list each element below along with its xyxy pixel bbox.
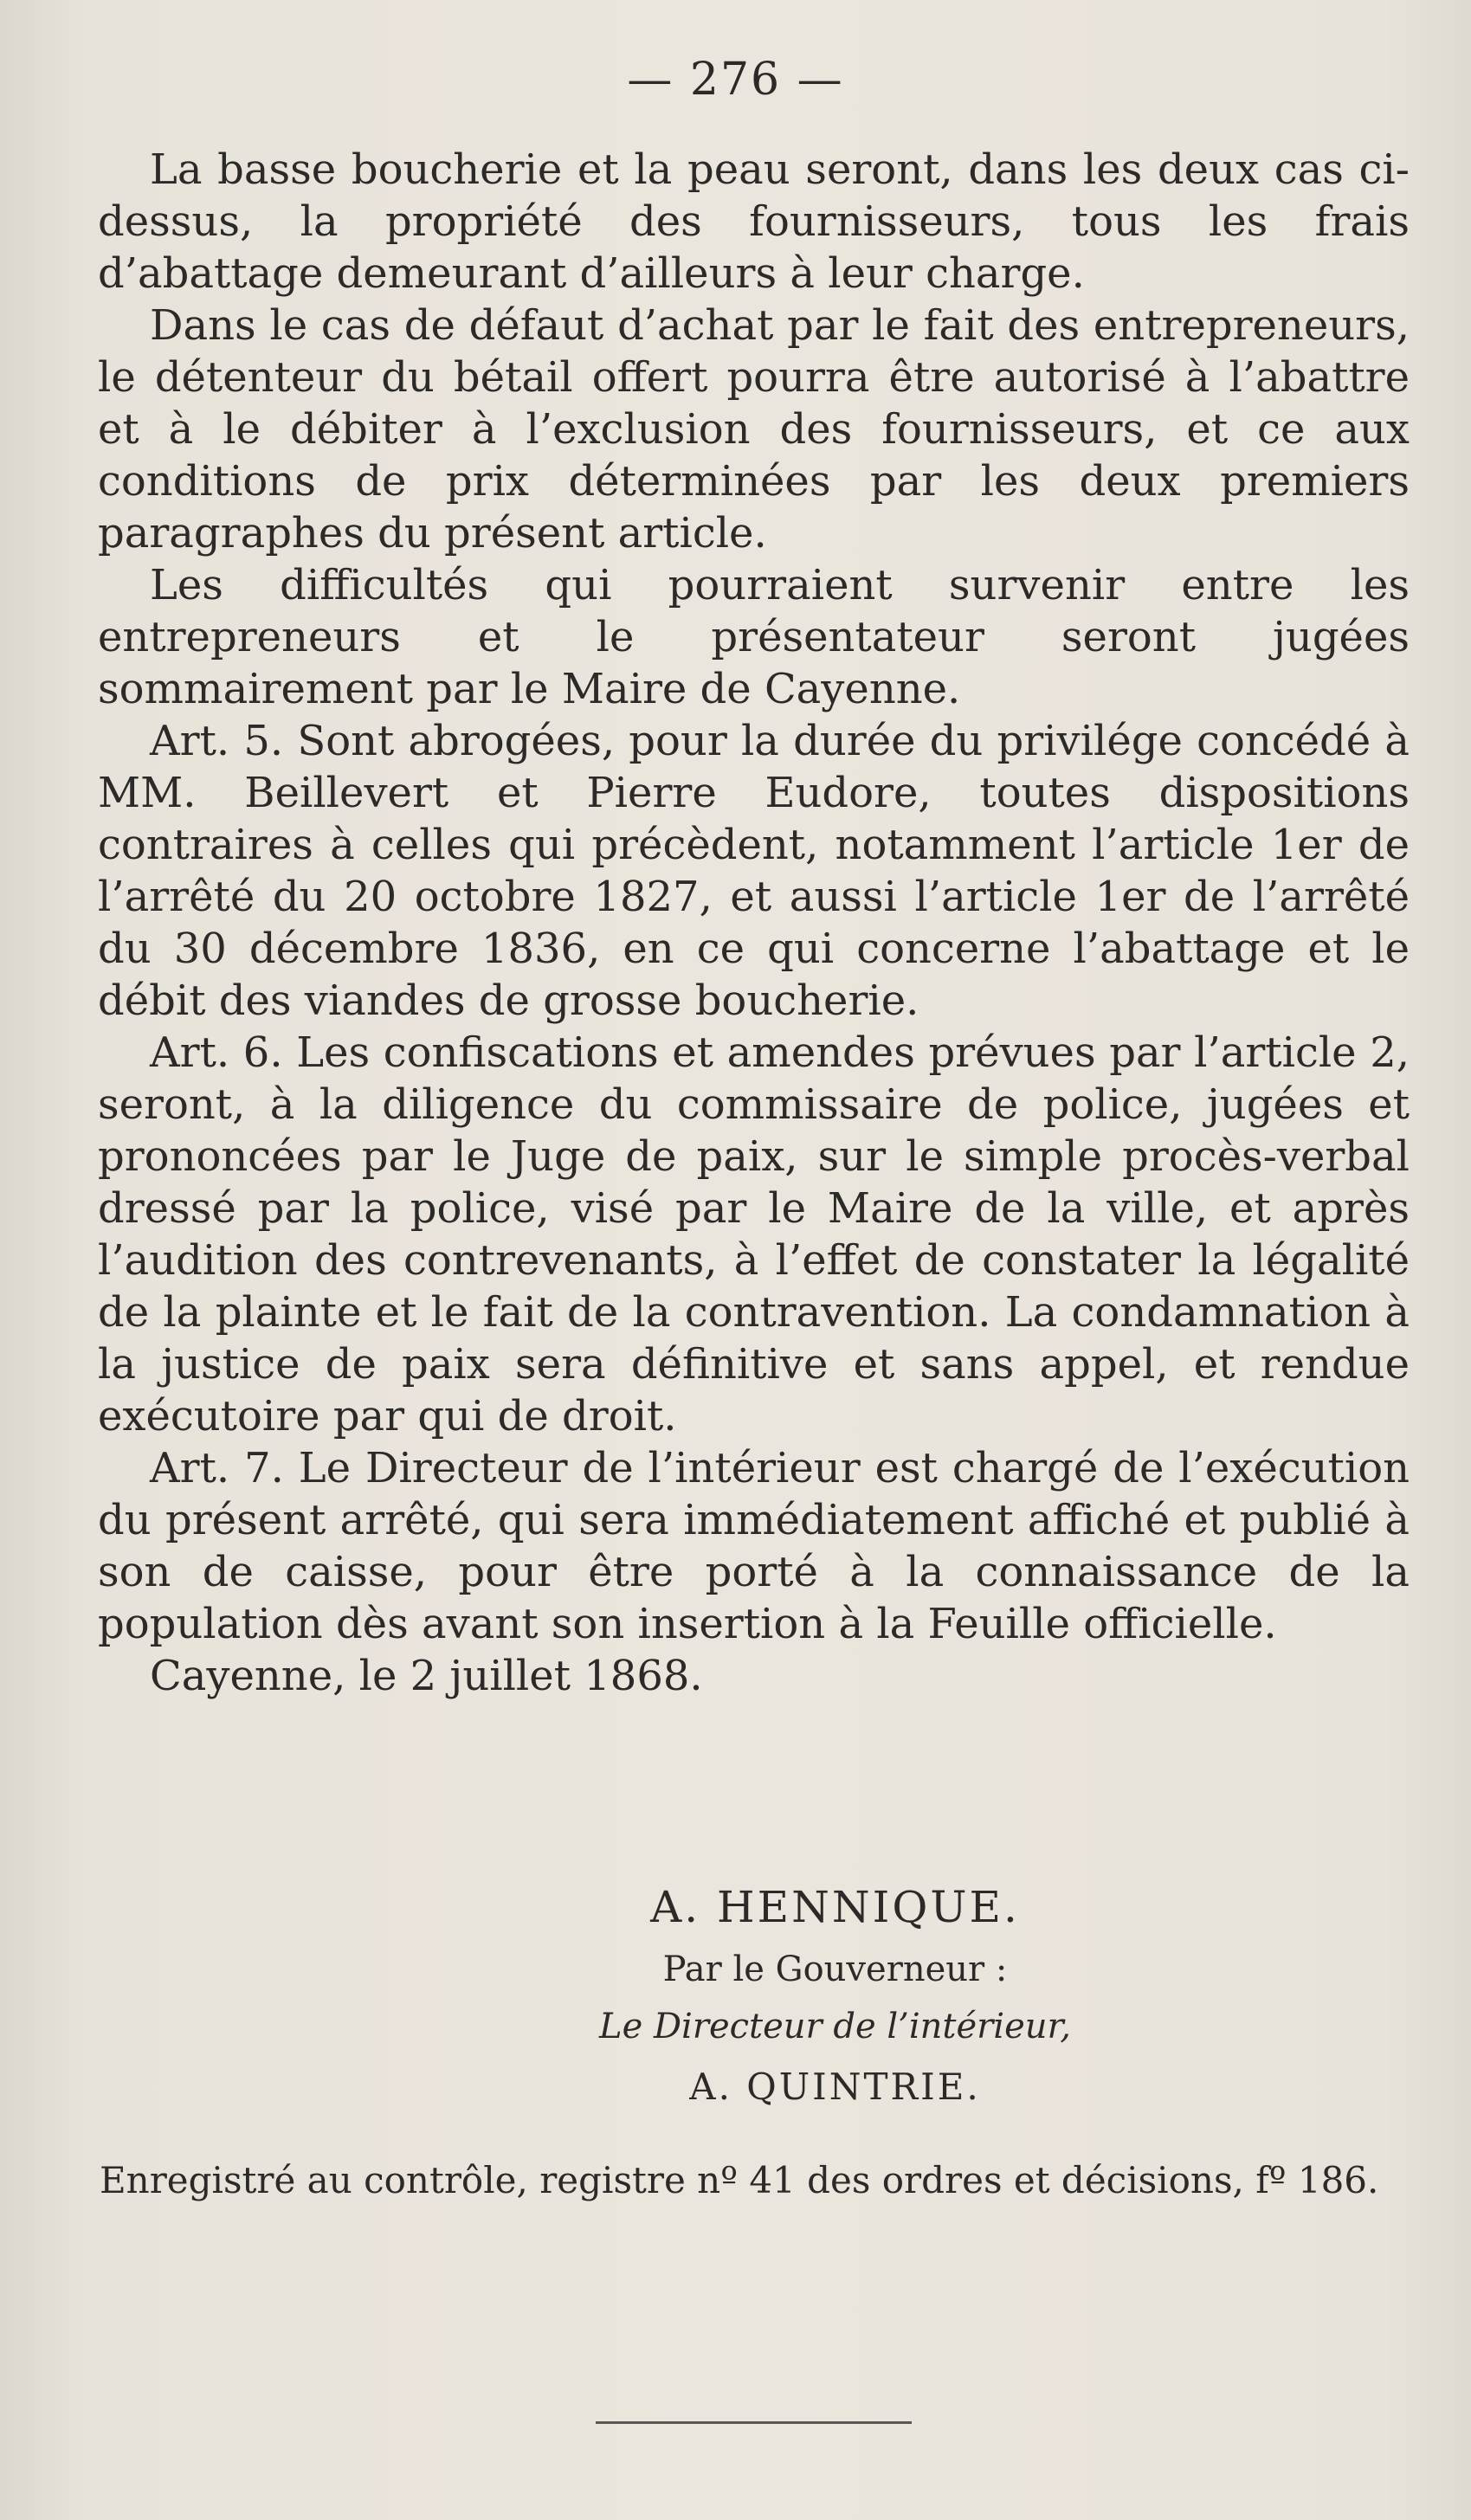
registration-note: Enregistré au contrôle, registre nº 41 des ordres et décisions, fº 186. (100, 2159, 1379, 2201)
by-governor-line: Par le Gouverneur : (662, 1950, 1008, 1989)
paragraph-article-7: Art. 7. Le Directeur de l’intérieur est chargé de l’exécution du présent arrêté, qui sera immédiatement affiché et publié à son de caisse, pour être porté à la connaissance de la population dès avant son insertion à la Feuille officielle. (98, 1444, 1410, 1648)
paragraph: Les difficultés qui pourraient survenir entre les entrepreneurs et le présentateur seront jugées sommairement par le Maire de Cayenne. (98, 561, 1410, 713)
paragraph: La basse boucherie et la peau seront, dans les deux cas ci-dessus, la propriété des fournisseurs, tous les frais d’abattage demeurant d’ailleurs à leur charge. (98, 145, 1410, 298)
divider-rule (596, 2421, 912, 2424)
director-signature: A. QUINTRIE. (689, 2066, 981, 2108)
paragraph: Dans le cas de défaut d’achat par le fait des entrepreneurs, le détenteur du bétail offert pourra être autorisé à l’abattre et à le débiter à l’exclusion des fournisseurs, et ce aux conditions de prix déterminées par les deux premiers paragraphes du présent article. (98, 301, 1410, 557)
page-number: — 276 — (627, 54, 844, 106)
paragraph-article-6: Art. 6. Les confiscations et amendes prévues par l’article 2, seront, à la diligence du commissaire de police, jugées et prononcées par le Juge de paix, sur le simple procès-verbal dressé par la police, visé par le Maire de la ville, et après l’audition des contrevenants, à l’effet de constater la légalité de la plainte et le fait de la contravention. La condamnation à la justice de paix sera définitive et sans appel, et rendue exécutoire par qui de droit. (98, 1028, 1410, 1440)
governor-signature: A. HENNIQUE. (650, 1882, 1020, 1932)
paragraph-article-5: Art. 5. Sont abrogées, pour la durée du privilége concédé à MM. Beillevert et Pierre Eudore, toutes dispositions contraires à celles qui précèdent, notamment l’article 1er de l’arrêté du 20 octobre 1827, et aussi l’article 1er de l’arrêté du 30 décembre 1836, en ce qui concerne l’abattage et le débit des viandes de grosse boucherie. (98, 717, 1410, 1025)
date-line: Cayenne, le 2 juillet 1868. (150, 1652, 703, 1700)
body-text (98, 144, 1410, 1702)
director-title: Le Directeur de l’intérieur, (599, 2007, 1071, 2046)
